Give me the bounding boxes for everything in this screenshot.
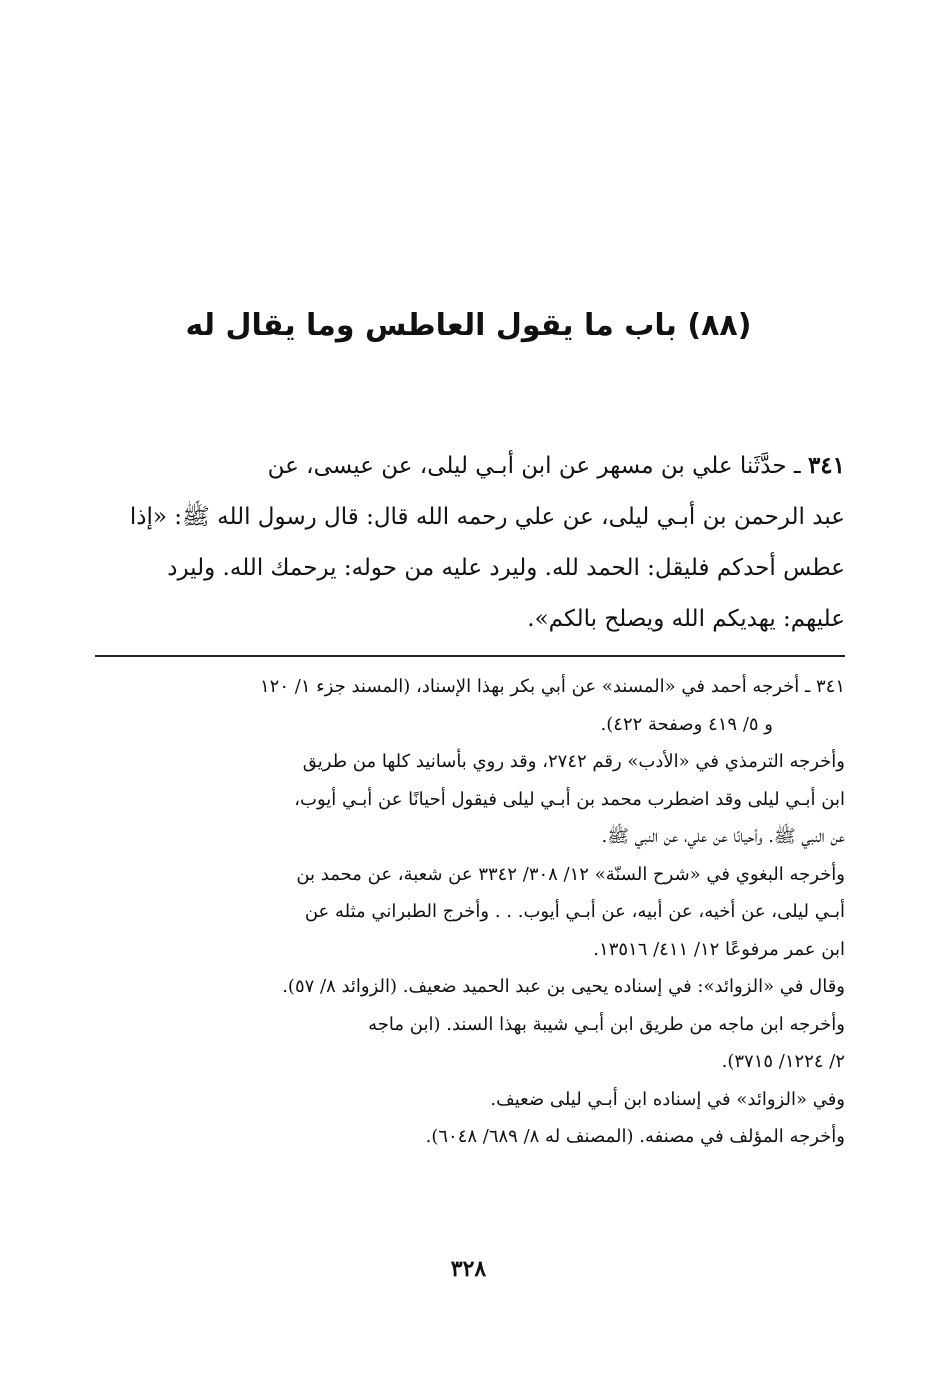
hadith-line: عليهم: يهديكم الله ويصلح بالكم».: [527, 606, 845, 632]
footnote-line: ابن أبـي ليلى وقد اضطرب محمد بن أبـي ليلى فيقول أحيانًا عن أبـي أيوب،: [294, 788, 845, 810]
chapter-title: (٨٨) باب ما يقول العاطس وما يقال له: [185, 308, 752, 343]
hadith-text: [92, 440, 845, 645]
footnote-line: وأخرجه الترمذي في «الأدب» رقم ٢٧٤٢، وقد روي بأسانيد كلها من طريق: [302, 751, 845, 772]
hadith-line: عبد الرحمن بن أبـي ليلى، عن علي رحمه الله قال: قال رسول الله ﷺ: «إذا: [129, 504, 845, 530]
footnote-line: عن النبي ﷺ. وأحيانًا عن علي، عن النبي ﷺ.: [601, 826, 845, 847]
footnote-line: وأخرجه ابن ماجه من طريق ابن أبـي شيبة بهذا السند. (ابن ماجه: [368, 1013, 845, 1035]
hadith-line: [92, 440, 845, 492]
page-number: ٣٢٨: [450, 1256, 487, 1282]
hadith-dash: ـ: [786, 453, 808, 479]
footnote-line: وقال في «الزوائد»: في إسناده يحيى بن عبد الحميد ضعيف. (الزوائد ٨/ ٥٧).: [282, 976, 845, 997]
footnote-line: ابن عمر مرفوعًا ١٢/ ٤١١/ ١٣٥١٦.: [593, 938, 845, 960]
hadith-line-text: حدَّثَنا علي بن مسهر عن ابن أبـي ليلى، عن عيسى، عن: [267, 453, 787, 479]
footnote-line: وأخرجه المؤلف في مصنفه. (المصنف له ٨/ ٦٨٩/ ٦٠٤٨).: [425, 1126, 845, 1147]
hadith-line: عطس أحدكم فليقل: الحمد لله. وليرد عليه من حوله: يرحمك الله. وليرد: [167, 555, 845, 581]
footnote-line: و ٥/ ٤١٩ وصفحة ٤٢٢).: [600, 713, 773, 735]
footnote-line: وفي «الزوائد» في إسناده ابن أبـي ليلى ضعيف.: [490, 1088, 845, 1110]
footnotes: [92, 668, 845, 1156]
hadith-number: ٣٤١: [807, 452, 845, 479]
footnote-line: وأخرجه البغوي في «شرح السنّة» ١٢/ ٣٠٨/ ٣٣٤٢ عن شعبة، عن محمد بن: [296, 863, 845, 885]
footnote-separator: [95, 655, 845, 657]
footnote-line: ٢/ ١٢٢٤/ ٣٧١٥).: [721, 1051, 845, 1072]
footnote-line: أبـي ليلى، عن أخيه، عن أبيه، عن أبـي أيوب. . . وأخرج الطبراني مثله عن: [304, 901, 845, 922]
footnote-line: ٣٤١ ـ أخرجه أحمد في «المسند» عن أبي بكر بهذا الإسناد، (المسند جزء ١/ ١٢٠: [260, 676, 845, 697]
